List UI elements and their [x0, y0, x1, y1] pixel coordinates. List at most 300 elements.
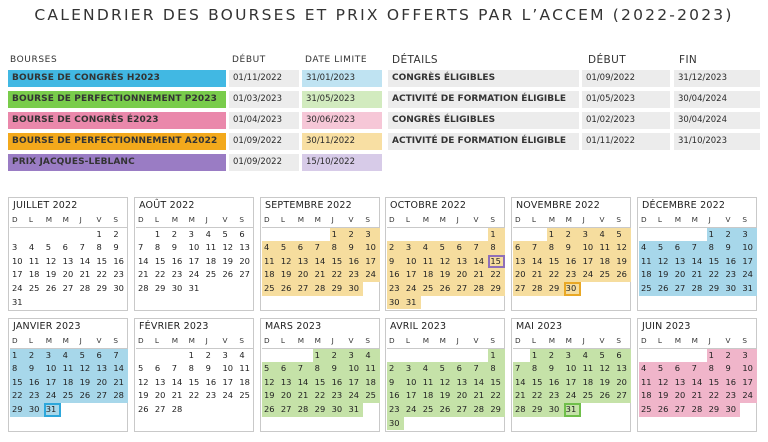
day-cell: 16: [171, 255, 183, 266]
day-cell: 22: [488, 389, 505, 403]
empty-cell: [61, 403, 78, 417]
day-cell: 22: [313, 389, 330, 403]
day-cell: 23: [387, 403, 404, 417]
day-cell: 22: [707, 268, 724, 282]
day-cell: 27: [673, 282, 690, 296]
day-cell: 19: [262, 389, 279, 403]
weekday-label: J: [455, 335, 472, 349]
empty-cell: [61, 417, 78, 431]
empty-cell: [404, 349, 421, 363]
weekday-label: S: [237, 214, 254, 228]
day-cell: 17: [346, 376, 363, 390]
empty-cell: [204, 403, 221, 417]
day-cell: 1: [96, 228, 102, 239]
day-cell: 19: [597, 376, 614, 390]
day-cell: 2: [564, 228, 581, 242]
day-cell: 16: [205, 376, 217, 387]
day-cell: 23: [27, 389, 44, 403]
month-calendar: [511, 197, 631, 311]
day-cell: 9: [387, 255, 404, 269]
day-cell: 21: [79, 269, 91, 280]
day-cell: 27: [455, 403, 472, 417]
weekday-label: M: [313, 214, 330, 228]
empty-cell: [153, 296, 170, 310]
day-cell: 12: [138, 376, 149, 387]
day-cell: 5: [78, 349, 95, 363]
empty-cell: [94, 417, 111, 431]
day-cell: 1: [707, 349, 724, 363]
day-cell: 22: [188, 390, 200, 401]
day-cell: 31: [564, 403, 581, 417]
day-cell: 22: [547, 268, 564, 282]
empty-cell: [597, 403, 614, 417]
empty-cell: [564, 296, 581, 310]
day-cell: 7: [471, 362, 488, 376]
day-cell: 17: [222, 376, 234, 387]
day-cell: 3: [363, 228, 380, 242]
day-cell: 20: [673, 389, 690, 403]
day-cell: 28: [690, 282, 707, 296]
weekday-label: D: [136, 214, 153, 228]
weekday-label: V: [94, 214, 111, 228]
day-cell: 28: [471, 403, 488, 417]
day-cell: 17: [581, 255, 598, 269]
page-title: CALENDRIER DES BOURSES ET PRIX OFFERTS PAR L’ACCEM (2022-2023): [34, 6, 734, 24]
day-cell: 27: [513, 282, 530, 296]
day-cell: 6: [154, 363, 161, 374]
day-cell: 29: [530, 403, 547, 417]
day-cell: 9: [346, 241, 363, 255]
empty-cell: [690, 417, 707, 431]
weekday-label: J: [78, 214, 95, 228]
day-cell: 17: [12, 269, 23, 280]
day-cell: 22: [10, 389, 27, 403]
weekday-label: D: [262, 335, 279, 349]
day-cell: 3: [12, 242, 18, 253]
day-cell: 11: [639, 255, 656, 269]
empty-cell: [27, 296, 44, 310]
day-cell: 29: [10, 403, 27, 417]
day-cell: 7: [690, 241, 707, 255]
day-cell: 25: [262, 282, 279, 296]
bourse-debut: 01/04/2023: [229, 112, 299, 129]
day-cell: 2: [723, 349, 740, 363]
month-calendar: [385, 318, 505, 432]
day-cell: 13: [279, 376, 296, 390]
day-cell: 31: [188, 282, 200, 293]
day-cell: 16: [547, 376, 564, 390]
empty-cell: [153, 417, 170, 431]
empty-cell: [471, 349, 488, 363]
day-cell: 11: [262, 255, 279, 269]
day-cell: 15: [330, 255, 347, 269]
bourse-debut: 01/11/2022: [229, 70, 299, 87]
bourse-debut: 01/09/2022: [229, 154, 299, 171]
empty-cell: [614, 296, 631, 310]
day-cell: 4: [61, 349, 78, 363]
day-cell: 10: [188, 242, 200, 253]
day-cell: 4: [639, 241, 656, 255]
day-cell: 22: [96, 269, 108, 280]
day-cell: 24: [363, 268, 380, 282]
empty-cell: [597, 282, 614, 296]
day-cell: 10: [404, 376, 421, 390]
day-cell: 20: [455, 268, 472, 282]
day-cell: 10: [363, 241, 380, 255]
weekday-label: V: [220, 214, 237, 228]
empty-cell: [279, 417, 296, 431]
day-cell: 16: [113, 255, 124, 266]
day-cell: 8: [188, 363, 194, 374]
empty-cell: [262, 228, 279, 242]
day-cell: 10: [404, 255, 421, 269]
day-cell: 28: [138, 282, 149, 293]
empty-cell: [187, 417, 204, 431]
weekday-label: M: [170, 335, 187, 349]
weekday-label: J: [581, 335, 598, 349]
day-cell: 6: [673, 241, 690, 255]
day-cell: 1: [154, 228, 161, 239]
day-cell: 21: [690, 389, 707, 403]
day-cell: 24: [581, 268, 598, 282]
day-cell: 16: [27, 376, 44, 390]
empty-cell: [187, 296, 204, 310]
day-cell: 8: [530, 362, 547, 376]
weekday-label: D: [639, 214, 656, 228]
day-cell: 24: [44, 389, 61, 403]
day-cell: 15: [488, 376, 505, 390]
day-cell: 15: [488, 255, 505, 269]
empty-cell: [237, 403, 254, 417]
empty-cell: [564, 417, 581, 431]
empty-cell: [404, 228, 421, 242]
empty-cell: [279, 296, 296, 310]
empty-cell: [513, 228, 530, 242]
day-cell: 3: [222, 349, 228, 360]
empty-cell: [690, 228, 707, 242]
day-cell: 12: [279, 255, 296, 269]
day-cell: 7: [138, 242, 144, 253]
day-cell: 14: [513, 376, 530, 390]
day-cell: 25: [421, 403, 438, 417]
empty-cell: [673, 228, 690, 242]
day-cell: 21: [513, 389, 530, 403]
day-cell: 16: [387, 389, 404, 403]
header-details: DÉTAILS: [392, 54, 438, 66]
weekday-label: S: [488, 335, 505, 349]
weekday-label: L: [530, 214, 547, 228]
day-cell: 12: [45, 255, 57, 266]
weekday-label: L: [530, 335, 547, 349]
day-cell: 23: [387, 282, 404, 296]
empty-cell: [153, 349, 170, 363]
empty-cell: [61, 228, 78, 242]
empty-cell: [27, 228, 44, 242]
details-debut: 01/02/2023: [582, 112, 670, 129]
empty-cell: [614, 282, 631, 296]
empty-cell: [438, 349, 455, 363]
empty-cell: [707, 417, 724, 431]
day-cell: 11: [581, 362, 598, 376]
day-cell: 19: [614, 255, 631, 269]
day-cell: 21: [138, 269, 149, 280]
empty-cell: [455, 417, 472, 431]
day-cell: 19: [78, 376, 95, 390]
day-cell: 24: [404, 282, 421, 296]
day-cell: 8: [488, 241, 505, 255]
day-cell: 14: [171, 376, 183, 387]
day-cell: 26: [438, 282, 455, 296]
weekday-label: M: [564, 335, 581, 349]
month-title: NOVEMBRE 2022: [516, 200, 601, 211]
day-cell: 11: [28, 255, 40, 266]
details-fin: 30/04/2024: [674, 112, 760, 129]
empty-cell: [363, 403, 380, 417]
day-cell: 5: [222, 228, 228, 239]
day-cell: 26: [222, 269, 234, 280]
weekday-label: L: [153, 214, 170, 228]
day-cell: 3: [740, 349, 757, 363]
day-cell: 6: [614, 349, 631, 363]
day-cell: 25: [28, 282, 40, 293]
day-cell: 30: [113, 282, 124, 293]
day-cell: 6: [94, 349, 111, 363]
day-cell: 13: [62, 255, 74, 266]
day-cell: 7: [171, 363, 178, 374]
empty-cell: [488, 296, 505, 310]
day-cell: 9: [723, 241, 740, 255]
bourse-debut: 01/03/2023: [229, 91, 299, 108]
day-cell: 13: [513, 255, 530, 269]
weekday-label: L: [404, 335, 421, 349]
day-cell: 4: [421, 362, 438, 376]
weekday-label: S: [111, 335, 128, 349]
day-cell: 22: [154, 269, 166, 280]
day-cell: 30: [564, 282, 581, 296]
day-cell: 17: [740, 255, 757, 269]
details-label: ACTIVITÉ DE FORMATION ÉLIGIBLE: [388, 133, 579, 150]
day-cell: 13: [239, 242, 250, 253]
weekday-label: J: [78, 335, 95, 349]
day-cell: 31: [12, 296, 23, 307]
day-cell: 21: [530, 268, 547, 282]
day-cell: 27: [455, 282, 472, 296]
day-cell: 20: [154, 390, 166, 401]
day-cell: 25: [639, 282, 656, 296]
day-cell: 30: [723, 282, 740, 296]
day-cell: 11: [239, 363, 250, 374]
empty-cell: [530, 228, 547, 242]
empty-cell: [78, 228, 95, 242]
empty-cell: [471, 228, 488, 242]
day-cell: 7: [296, 362, 313, 376]
day-cell: 2: [723, 228, 740, 242]
weekday-label: V: [471, 335, 488, 349]
day-cell: 15: [154, 255, 166, 266]
empty-cell: [78, 417, 95, 431]
day-cell: 8: [547, 241, 564, 255]
empty-cell: [723, 296, 740, 310]
weekday-label: S: [740, 214, 757, 228]
empty-cell: [673, 349, 690, 363]
day-cell: 19: [45, 269, 57, 280]
weekday-label: S: [363, 214, 380, 228]
day-cell: 20: [513, 268, 530, 282]
empty-cell: [170, 296, 187, 310]
empty-cell: [639, 417, 656, 431]
empty-cell: [690, 296, 707, 310]
day-cell: 19: [438, 389, 455, 403]
empty-cell: [136, 296, 153, 310]
day-cell: 14: [530, 255, 547, 269]
month-title: OCTOBRE 2022: [390, 200, 467, 211]
day-cell: 13: [673, 255, 690, 269]
empty-cell: [111, 296, 128, 310]
empty-cell: [237, 296, 254, 310]
day-cell: 31: [404, 296, 421, 310]
empty-cell: [296, 228, 313, 242]
day-cell: 20: [296, 268, 313, 282]
day-cell: 27: [62, 282, 74, 293]
month-calendar: [385, 197, 505, 311]
day-cell: 8: [488, 362, 505, 376]
empty-cell: [296, 296, 313, 310]
empty-cell: [581, 296, 598, 310]
weekday-label: M: [690, 335, 707, 349]
empty-cell: [614, 417, 631, 431]
weekday-label: M: [438, 335, 455, 349]
empty-cell: [94, 296, 111, 310]
day-cell: 21: [171, 390, 183, 401]
day-cell: 15: [10, 376, 27, 390]
day-cell: 8: [707, 241, 724, 255]
day-cell: 23: [723, 389, 740, 403]
day-cell: 8: [330, 241, 347, 255]
day-cell: 12: [262, 376, 279, 390]
empty-cell: [279, 228, 296, 242]
day-cell: 10: [564, 362, 581, 376]
day-cell: 29: [547, 282, 564, 296]
header-date-limite: DATE LIMITE: [305, 55, 368, 65]
bourse-name: BOURSE DE CONGRÈS H2023: [8, 70, 226, 87]
day-cell: 3: [188, 228, 194, 239]
day-cell: 30: [387, 417, 404, 431]
day-cell: 23: [330, 389, 347, 403]
empty-cell: [421, 349, 438, 363]
bourse-date-limite: 30/06/2023: [302, 112, 382, 129]
day-cell: 29: [488, 282, 505, 296]
weekday-label: S: [614, 335, 631, 349]
weekday-label: D: [513, 214, 530, 228]
day-cell: 4: [28, 242, 35, 253]
day-cell: 6: [673, 362, 690, 376]
bourse-date-limite: 31/05/2023: [302, 91, 382, 108]
empty-cell: [421, 417, 438, 431]
day-cell: 24: [564, 389, 581, 403]
month-title: FÉVRIER 2023: [139, 321, 209, 332]
day-cell: 25: [639, 403, 656, 417]
day-cell: 3: [404, 362, 421, 376]
month-calendar: [511, 318, 631, 432]
day-cell: 10: [12, 255, 23, 266]
empty-cell: [455, 228, 472, 242]
empty-cell: [387, 349, 404, 363]
day-cell: 26: [614, 268, 631, 282]
empty-cell: [639, 228, 656, 242]
empty-cell: [220, 403, 237, 417]
month-title: MARS 2023: [265, 321, 322, 332]
empty-cell: [220, 282, 237, 296]
day-cell: 16: [387, 268, 404, 282]
day-cell: 13: [94, 362, 111, 376]
day-cell: 10: [581, 241, 598, 255]
day-cell: 11: [639, 376, 656, 390]
empty-cell: [581, 282, 598, 296]
weekday-label: V: [597, 214, 614, 228]
day-cell: 4: [581, 349, 598, 363]
weekday-label: V: [471, 214, 488, 228]
empty-cell: [513, 349, 530, 363]
empty-cell: [740, 403, 757, 417]
day-cell: 16: [330, 376, 347, 390]
weekday-label: J: [330, 214, 347, 228]
day-cell: 28: [296, 403, 313, 417]
day-cell: 24: [740, 268, 757, 282]
day-cell: 19: [656, 268, 673, 282]
weekday-label: M: [187, 335, 204, 349]
day-cell: 8: [154, 242, 161, 253]
day-cell: 27: [94, 389, 111, 403]
weekday-label: S: [614, 214, 631, 228]
day-cell: 2: [547, 349, 564, 363]
empty-cell: [471, 417, 488, 431]
details-fin: 30/04/2024: [674, 91, 760, 108]
day-cell: 4: [597, 228, 614, 242]
day-cell: 1: [330, 228, 347, 242]
day-cell: 10: [346, 362, 363, 376]
day-cell: 7: [313, 241, 330, 255]
day-cell: 8: [707, 362, 724, 376]
day-cell: 28: [111, 389, 128, 403]
weekday-label: M: [44, 335, 61, 349]
month-calendar: [260, 197, 380, 311]
day-cell: 15: [188, 376, 200, 387]
weekday-label: M: [690, 214, 707, 228]
day-cell: 23: [113, 269, 124, 280]
weekday-label: M: [547, 335, 564, 349]
empty-cell: [656, 417, 673, 431]
empty-cell: [438, 417, 455, 431]
empty-cell: [581, 403, 598, 417]
weekday-label: L: [656, 214, 673, 228]
day-cell: 29: [707, 403, 724, 417]
day-cell: 18: [639, 268, 656, 282]
day-cell: 7: [530, 241, 547, 255]
empty-cell: [313, 228, 330, 242]
day-cell: 30: [387, 296, 404, 310]
empty-cell: [597, 296, 614, 310]
day-cell: 29: [313, 403, 330, 417]
day-cell: 17: [363, 255, 380, 269]
day-cell: 7: [513, 362, 530, 376]
day-cell: 6: [62, 242, 68, 253]
day-cell: 18: [61, 376, 78, 390]
weekday-label: L: [279, 335, 296, 349]
day-cell: 31: [346, 403, 363, 417]
weekday-label: M: [547, 214, 564, 228]
day-cell: 14: [690, 255, 707, 269]
day-cell: 8: [10, 362, 27, 376]
